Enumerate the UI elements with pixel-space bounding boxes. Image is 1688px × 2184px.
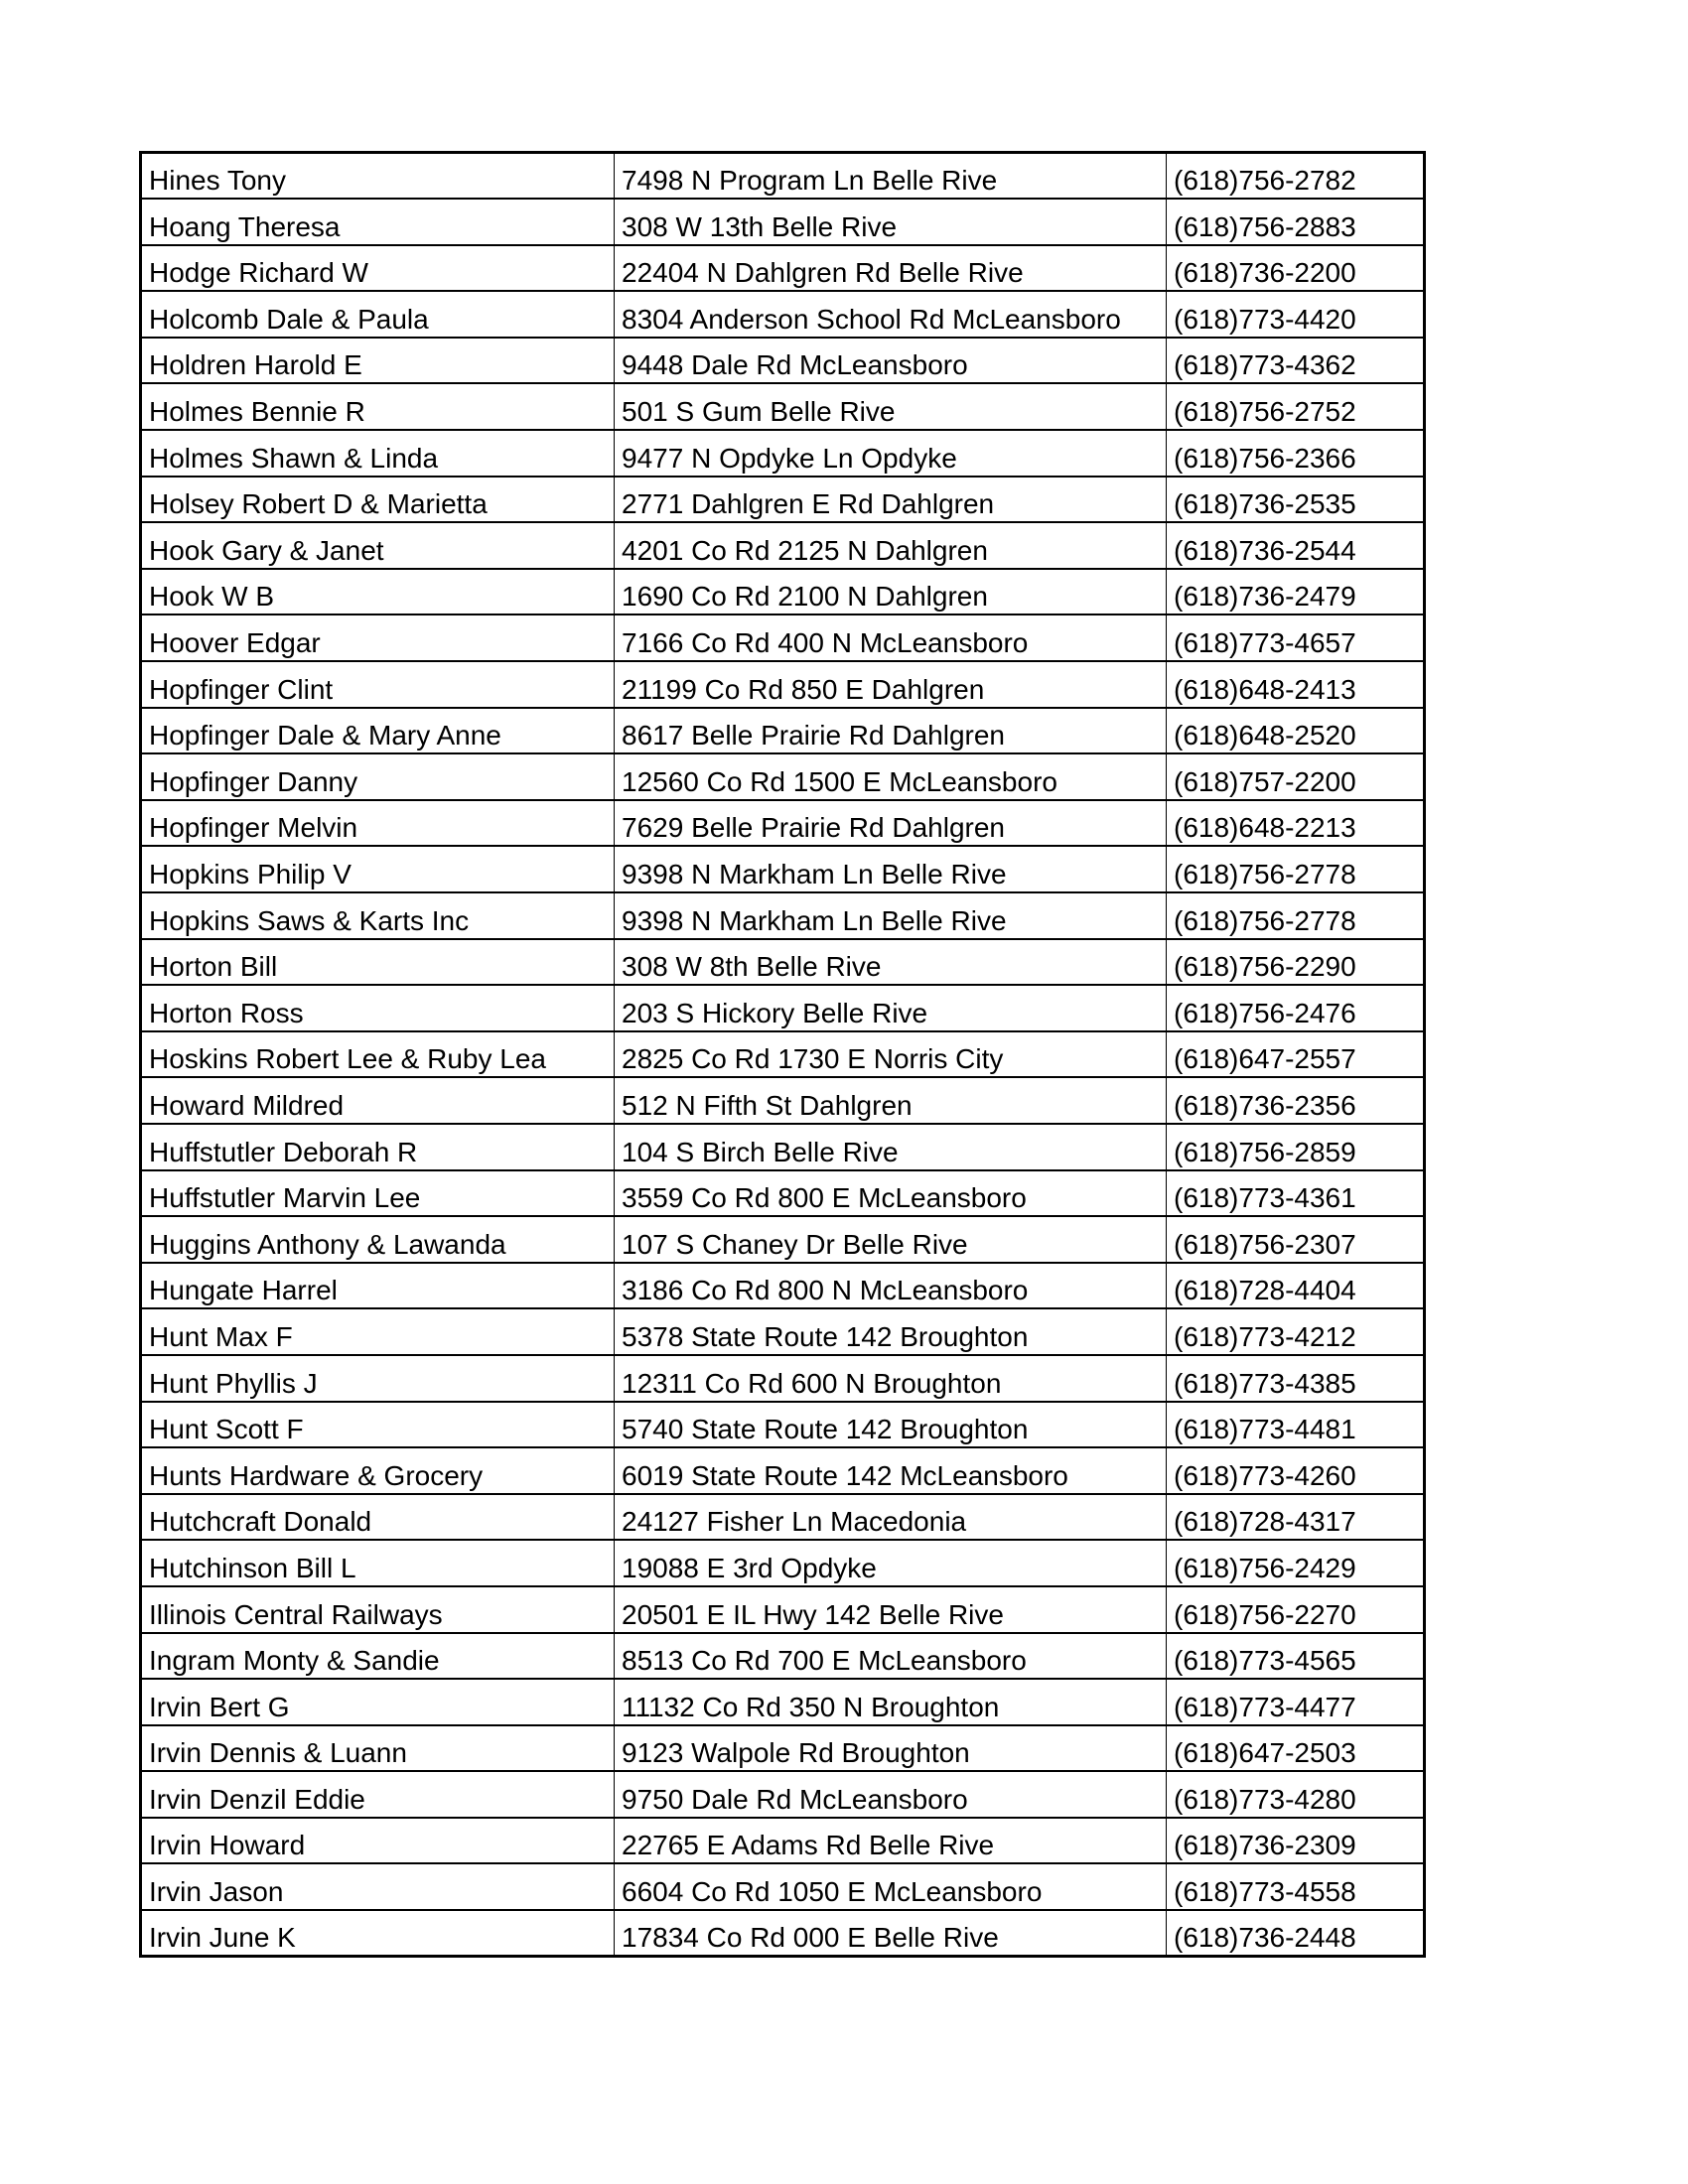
listing-phone-cell: (618)756-2307	[1167, 1216, 1425, 1263]
listing-name-cell: Hopfinger Dale & Mary Anne	[141, 708, 615, 754]
listing-name-cell: Irvin June K	[141, 1910, 615, 1957]
listing-phone-cell: (618)773-4212	[1167, 1308, 1425, 1355]
listing-address-cell: 11132 Co Rd 350 N Broughton	[615, 1679, 1167, 1725]
listing-address-cell: 8304 Anderson School Rd McLeansboro	[615, 291, 1167, 338]
listing-name-cell: Hunt Max F	[141, 1308, 615, 1355]
listing-name-cell: Huffstutler Marvin Lee	[141, 1170, 615, 1217]
listing-name-cell: Huggins Anthony & Lawanda	[141, 1216, 615, 1263]
listing-phone-cell: (618)756-2290	[1167, 939, 1425, 986]
table-row	[141, 1031, 1425, 1078]
listing-address-cell: 2771 Dahlgren E Rd Dahlgren	[615, 477, 1167, 523]
listing-name-cell: Hunts Hardware & Grocery	[141, 1447, 615, 1494]
listing-phone-cell: (618)773-4385	[1167, 1355, 1425, 1402]
table-row	[141, 1863, 1425, 1910]
listing-phone-cell: (618)647-2503	[1167, 1725, 1425, 1772]
listing-address-cell: 107 S Chaney Dr Belle Rive	[615, 1216, 1167, 1263]
listing-address-cell: 9398 N Markham Ln Belle Rive	[615, 892, 1167, 939]
table-row	[141, 892, 1425, 939]
listing-name-cell: Irvin Denzil Eddie	[141, 1771, 615, 1818]
listing-address-cell: 8513 Co Rd 700 E McLeansboro	[615, 1633, 1167, 1680]
listing-address-cell: 104 S Birch Belle Rive	[615, 1124, 1167, 1170]
table-row	[141, 383, 1425, 430]
listing-name-cell: Hopkins Philip V	[141, 846, 615, 892]
listing-address-cell: 8617 Belle Prairie Rd Dahlgren	[615, 708, 1167, 754]
listing-phone-cell: (618)736-2479	[1167, 569, 1425, 615]
listing-address-cell: 9448 Dale Rd McLeansboro	[615, 338, 1167, 384]
listing-address-cell: 3559 Co Rd 800 E McLeansboro	[615, 1170, 1167, 1217]
listing-phone-cell: (618)773-4558	[1167, 1863, 1425, 1910]
listing-address-cell: 22404 N Dahlgren Rd Belle Rive	[615, 245, 1167, 292]
listing-phone-cell: (618)773-4361	[1167, 1170, 1425, 1217]
table-row	[141, 800, 1425, 847]
listing-address-cell: 19088 E 3rd Opdyke	[615, 1540, 1167, 1586]
table-row	[141, 338, 1425, 384]
listing-address-cell: 24127 Fisher Ln Macedonia	[615, 1494, 1167, 1541]
listing-address-cell: 22765 E Adams Rd Belle Rive	[615, 1818, 1167, 1864]
listing-address-cell: 5740 State Route 142 Broughton	[615, 1402, 1167, 1448]
table-row	[141, 1725, 1425, 1772]
listing-address-cell: 21199 Co Rd 850 E Dahlgren	[615, 661, 1167, 708]
listing-phone-cell: (618)773-4420	[1167, 291, 1425, 338]
listing-phone-cell: (618)773-4481	[1167, 1402, 1425, 1448]
table-row	[141, 1633, 1425, 1680]
listing-address-cell: 501 S Gum Belle Rive	[615, 383, 1167, 430]
listing-name-cell: Irvin Bert G	[141, 1679, 615, 1725]
listing-address-cell: 6019 State Route 142 McLeansboro	[615, 1447, 1167, 1494]
table-row	[141, 1124, 1425, 1170]
table-row	[141, 430, 1425, 477]
table-row	[141, 569, 1425, 615]
table-row	[141, 522, 1425, 569]
listing-address-cell: 12311 Co Rd 600 N Broughton	[615, 1355, 1167, 1402]
table-row	[141, 1263, 1425, 1309]
table-row	[141, 708, 1425, 754]
table-row	[141, 614, 1425, 661]
listing-name-cell: Holdren Harold E	[141, 338, 615, 384]
table-row	[141, 1771, 1425, 1818]
listing-name-cell: Irvin Jason	[141, 1863, 615, 1910]
listing-address-cell: 308 W 13th Belle Rive	[615, 199, 1167, 245]
directory-body	[141, 153, 1425, 1957]
table-row	[141, 1355, 1425, 1402]
table-row	[141, 1494, 1425, 1541]
listing-name-cell: Huffstutler Deborah R	[141, 1124, 615, 1170]
listing-address-cell: 9398 N Markham Ln Belle Rive	[615, 846, 1167, 892]
listing-address-cell: 9123 Walpole Rd Broughton	[615, 1725, 1167, 1772]
listing-name-cell: Hoang Theresa	[141, 199, 615, 245]
table-row	[141, 1077, 1425, 1124]
listing-phone-cell: (618)773-4657	[1167, 614, 1425, 661]
table-row	[141, 477, 1425, 523]
listing-name-cell: Horton Ross	[141, 985, 615, 1031]
table-row	[141, 199, 1425, 245]
listing-phone-cell: (618)728-4404	[1167, 1263, 1425, 1309]
listing-name-cell: Holmes Bennie R	[141, 383, 615, 430]
table-row	[141, 1910, 1425, 1957]
listing-name-cell: Hook Gary & Janet	[141, 522, 615, 569]
listing-name-cell: Holsey Robert D & Marietta	[141, 477, 615, 523]
listing-phone-cell: (618)736-2356	[1167, 1077, 1425, 1124]
listing-name-cell: Hunt Phyllis J	[141, 1355, 615, 1402]
directory-table	[139, 151, 1426, 1958]
listing-address-cell: 7498 N Program Ln Belle Rive	[615, 153, 1167, 200]
listing-phone-cell: (618)773-4565	[1167, 1633, 1425, 1680]
listing-name-cell: Hopfinger Clint	[141, 661, 615, 708]
table-row	[141, 985, 1425, 1031]
listing-address-cell: 12560 Co Rd 1500 E McLeansboro	[615, 753, 1167, 800]
listing-address-cell: 9477 N Opdyke Ln Opdyke	[615, 430, 1167, 477]
listing-name-cell: Irvin Howard	[141, 1818, 615, 1864]
listing-phone-cell: (618)756-2778	[1167, 892, 1425, 939]
table-row	[141, 1586, 1425, 1633]
listing-name-cell: Hopkins Saws & Karts Inc	[141, 892, 615, 939]
listing-name-cell: Holcomb Dale & Paula	[141, 291, 615, 338]
listing-name-cell: Ingram Monty & Sandie	[141, 1633, 615, 1680]
listing-phone-cell: (618)773-4280	[1167, 1771, 1425, 1818]
listing-name-cell: Hopfinger Danny	[141, 753, 615, 800]
listing-name-cell: Howard Mildred	[141, 1077, 615, 1124]
listing-phone-cell: (618)773-4260	[1167, 1447, 1425, 1494]
table-row	[141, 245, 1425, 292]
listing-name-cell: Hungate Harrel	[141, 1263, 615, 1309]
listing-address-cell: 9750 Dale Rd McLeansboro	[615, 1771, 1167, 1818]
table-row	[141, 846, 1425, 892]
listing-phone-cell: (618)756-2429	[1167, 1540, 1425, 1586]
table-row	[141, 1402, 1425, 1448]
listing-address-cell: 203 S Hickory Belle Rive	[615, 985, 1167, 1031]
listing-name-cell: Holmes Shawn & Linda	[141, 430, 615, 477]
listing-phone-cell: (618)736-2448	[1167, 1910, 1425, 1957]
listing-address-cell: 2825 Co Rd 1730 E Norris City	[615, 1031, 1167, 1078]
listing-name-cell: Hodge Richard W	[141, 245, 615, 292]
listing-phone-cell: (618)756-2476	[1167, 985, 1425, 1031]
table-row	[141, 153, 1425, 200]
listing-name-cell: Hutchcraft Donald	[141, 1494, 615, 1541]
listing-address-cell: 4201 Co Rd 2125 N Dahlgren	[615, 522, 1167, 569]
listing-phone-cell: (618)773-4477	[1167, 1679, 1425, 1725]
table-row	[141, 661, 1425, 708]
listing-address-cell: 512 N Fifth St Dahlgren	[615, 1077, 1167, 1124]
listing-address-cell: 20501 E IL Hwy 142 Belle Rive	[615, 1586, 1167, 1633]
listing-phone-cell: (618)756-2859	[1167, 1124, 1425, 1170]
listing-phone-cell: (618)756-2366	[1167, 430, 1425, 477]
listing-phone-cell: (618)736-2535	[1167, 477, 1425, 523]
table-row	[141, 1308, 1425, 1355]
listing-address-cell: 17834 Co Rd 000 E Belle Rive	[615, 1910, 1167, 1957]
listing-phone-cell: (618)647-2557	[1167, 1031, 1425, 1078]
listing-name-cell: Irvin Dennis & Luann	[141, 1725, 615, 1772]
listing-phone-cell: (618)648-2520	[1167, 708, 1425, 754]
listing-phone-cell: (618)756-2270	[1167, 1586, 1425, 1633]
listing-address-cell: 3186 Co Rd 800 N McLeansboro	[615, 1263, 1167, 1309]
listing-name-cell: Hutchinson Bill L	[141, 1540, 615, 1586]
listing-address-cell: 7629 Belle Prairie Rd Dahlgren	[615, 800, 1167, 847]
table-row	[141, 1818, 1425, 1864]
listing-phone-cell: (618)756-2752	[1167, 383, 1425, 430]
listing-phone-cell: (618)736-2309	[1167, 1818, 1425, 1864]
listing-phone-cell: (618)757-2200	[1167, 753, 1425, 800]
listing-phone-cell: (618)648-2413	[1167, 661, 1425, 708]
table-row	[141, 753, 1425, 800]
listing-address-cell: 1690 Co Rd 2100 N Dahlgren	[615, 569, 1167, 615]
listing-phone-cell: (618)756-2778	[1167, 846, 1425, 892]
listing-name-cell: Horton Bill	[141, 939, 615, 986]
listing-phone-cell: (618)736-2200	[1167, 245, 1425, 292]
listing-name-cell: Hoskins Robert Lee & Ruby Lea	[141, 1031, 615, 1078]
listing-address-cell: 308 W 8th Belle Rive	[615, 939, 1167, 986]
table-row	[141, 1170, 1425, 1217]
listing-phone-cell: (618)756-2782	[1167, 153, 1425, 200]
listing-name-cell: Hines Tony	[141, 153, 615, 200]
listing-phone-cell: (618)728-4317	[1167, 1494, 1425, 1541]
table-row	[141, 1447, 1425, 1494]
listing-phone-cell: (618)648-2213	[1167, 800, 1425, 847]
table-row	[141, 1216, 1425, 1263]
listing-address-cell: 5378 State Route 142 Broughton	[615, 1308, 1167, 1355]
listing-name-cell: Illinois Central Railways	[141, 1586, 615, 1633]
table-row	[141, 291, 1425, 338]
listing-name-cell: Hoover Edgar	[141, 614, 615, 661]
listing-address-cell: 7166 Co Rd 400 N McLeansboro	[615, 614, 1167, 661]
table-row	[141, 1540, 1425, 1586]
table-row	[141, 939, 1425, 986]
listing-phone-cell: (618)773-4362	[1167, 338, 1425, 384]
listing-name-cell: Hunt Scott F	[141, 1402, 615, 1448]
listing-phone-cell: (618)736-2544	[1167, 522, 1425, 569]
listing-name-cell: Hook W B	[141, 569, 615, 615]
listing-name-cell: Hopfinger Melvin	[141, 800, 615, 847]
table-row	[141, 1679, 1425, 1725]
listing-phone-cell: (618)756-2883	[1167, 199, 1425, 245]
listing-address-cell: 6604 Co Rd 1050 E McLeansboro	[615, 1863, 1167, 1910]
